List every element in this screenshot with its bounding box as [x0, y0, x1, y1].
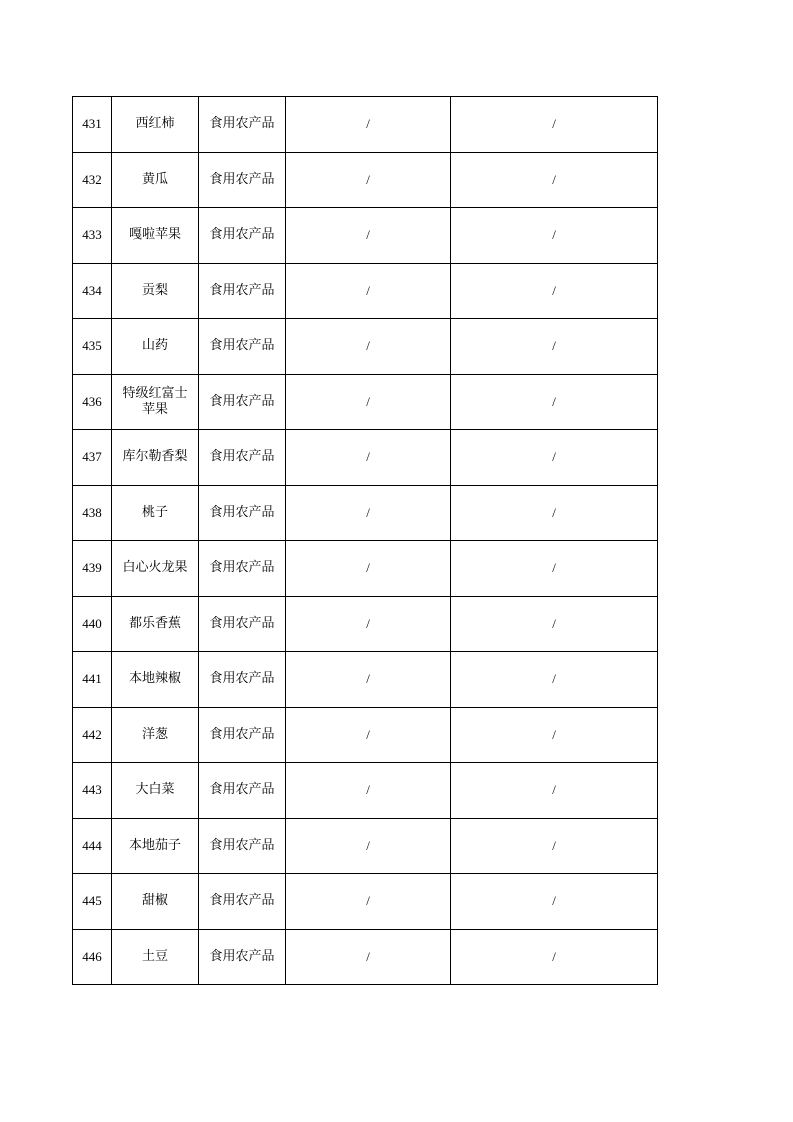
- row-number-text: 437: [82, 449, 102, 465]
- category-cell: [199, 430, 286, 486]
- column-5-cell: [451, 319, 658, 375]
- product-name-cell: [112, 97, 199, 153]
- category-cell: [199, 263, 286, 319]
- column-5-text: /: [552, 948, 556, 964]
- row-number-text: 433: [82, 227, 102, 243]
- table-row: [73, 874, 658, 930]
- column-5-cell: [451, 874, 658, 930]
- column-4-text: /: [366, 282, 370, 298]
- category-cell: [199, 763, 286, 819]
- row-number-cell: [73, 763, 112, 819]
- column-4-cell: [286, 152, 451, 208]
- column-4-cell: [286, 485, 451, 541]
- column-4-cell: [286, 707, 451, 763]
- column-4-cell: [286, 208, 451, 264]
- column-5-text: /: [552, 449, 556, 465]
- table-row: [73, 263, 658, 319]
- column-5-cell: [451, 430, 658, 486]
- column-5-cell: [451, 763, 658, 819]
- table-row: [73, 541, 658, 597]
- category-text: 食用农产品: [209, 726, 275, 742]
- table-row: [73, 763, 658, 819]
- row-number-text: 441: [82, 671, 102, 687]
- table-row: [73, 208, 658, 264]
- category-text: 食用农产品: [209, 282, 275, 298]
- column-5-cell: [451, 652, 658, 708]
- column-4-cell: [286, 763, 451, 819]
- category-text: 食用农产品: [209, 671, 275, 687]
- column-4-text: /: [366, 615, 370, 631]
- column-4-cell: [286, 818, 451, 874]
- table-body: [73, 97, 658, 985]
- product-name-text: 本地茄子: [128, 837, 181, 853]
- product-name-cell: [112, 541, 199, 597]
- product-name-cell: [112, 485, 199, 541]
- category-cell: [199, 818, 286, 874]
- row-number-cell: [73, 652, 112, 708]
- column-4-cell: [286, 263, 451, 319]
- table-row: [73, 596, 658, 652]
- column-4-text: /: [366, 893, 370, 909]
- row-number-cell: [73, 152, 112, 208]
- category-cell: [199, 374, 286, 430]
- column-4-cell: [286, 430, 451, 486]
- product-name-text: 土豆: [141, 948, 168, 964]
- category-cell: [199, 652, 286, 708]
- product-name-text: 白心火龙果: [122, 560, 188, 576]
- product-name-text: 库尔勒香梨: [122, 449, 188, 465]
- category-text: 食用农产品: [209, 893, 275, 909]
- category-cell: [199, 596, 286, 652]
- row-number-text: 444: [82, 837, 102, 853]
- column-4-cell: [286, 652, 451, 708]
- row-number-text: 434: [82, 282, 102, 298]
- category-text: 食用农产品: [209, 948, 275, 964]
- product-name-cell: [112, 652, 199, 708]
- category-text: 食用农产品: [209, 615, 275, 631]
- row-number-text: 440: [82, 615, 102, 631]
- row-number-text: 436: [82, 393, 102, 409]
- column-4-cell: [286, 319, 451, 375]
- product-table: [72, 96, 658, 985]
- product-name-cell: [112, 874, 199, 930]
- row-number-text: 439: [82, 560, 102, 576]
- table-row: [73, 319, 658, 375]
- column-4-cell: [286, 374, 451, 430]
- column-5-text: /: [552, 782, 556, 798]
- row-number-cell: [73, 541, 112, 597]
- category-text: 食用农产品: [209, 227, 275, 243]
- product-name-text: 都乐香蕉: [128, 615, 181, 631]
- product-name-cell: [112, 263, 199, 319]
- column-5-text: /: [552, 504, 556, 520]
- row-number-text: 445: [82, 893, 102, 909]
- column-5-cell: [451, 541, 658, 597]
- column-5-text: /: [552, 171, 556, 187]
- table-row: [73, 929, 658, 985]
- column-5-cell: [451, 707, 658, 763]
- column-4-cell: [286, 929, 451, 985]
- category-cell: [199, 541, 286, 597]
- category-text: 食用农产品: [209, 338, 275, 354]
- category-cell: [199, 485, 286, 541]
- category-cell: [199, 874, 286, 930]
- column-4-text: /: [366, 837, 370, 853]
- category-text: 食用农产品: [209, 393, 275, 409]
- column-4-cell: [286, 874, 451, 930]
- category-text: 食用农产品: [209, 782, 275, 798]
- table-row: [73, 485, 658, 541]
- column-5-text: /: [552, 726, 556, 742]
- product-name-cell: [112, 152, 199, 208]
- product-name-text: 甜椒: [141, 893, 168, 909]
- product-name-text: 大白菜: [135, 782, 175, 798]
- row-number-text: 446: [82, 948, 102, 964]
- column-4-text: /: [366, 504, 370, 520]
- product-name-cell: [112, 430, 199, 486]
- column-5-cell: [451, 208, 658, 264]
- row-number-cell: [73, 319, 112, 375]
- column-4-text: /: [366, 726, 370, 742]
- product-name-text: 贡梨: [141, 282, 168, 298]
- row-number-cell: [73, 485, 112, 541]
- table-row: [73, 707, 658, 763]
- product-name-cell: [112, 929, 199, 985]
- category-text: 食用农产品: [209, 171, 275, 187]
- row-number-cell: [73, 874, 112, 930]
- column-5-cell: [451, 263, 658, 319]
- column-4-text: /: [366, 227, 370, 243]
- column-4-cell: [286, 541, 451, 597]
- column-4-text: /: [366, 171, 370, 187]
- product-name-text: 西红柿: [135, 116, 175, 132]
- category-cell: [199, 97, 286, 153]
- table-row: [73, 430, 658, 486]
- column-5-cell: [451, 596, 658, 652]
- product-name-text: 黄瓜: [141, 171, 168, 187]
- column-5-cell: [451, 929, 658, 985]
- row-number-text: 438: [82, 504, 102, 520]
- product-name-cell: [112, 596, 199, 652]
- product-name-text: 洋葱: [141, 726, 168, 742]
- column-4-cell: [286, 97, 451, 153]
- column-5-text: /: [552, 227, 556, 243]
- column-4-text: /: [366, 671, 370, 687]
- row-number-cell: [73, 263, 112, 319]
- table-row: [73, 652, 658, 708]
- column-4-text: /: [366, 948, 370, 964]
- row-number-text: 443: [82, 782, 102, 798]
- column-5-cell: [451, 374, 658, 430]
- column-5-text: /: [552, 560, 556, 576]
- product-name-cell: [112, 374, 199, 430]
- column-4-text: /: [366, 560, 370, 576]
- category-cell: [199, 707, 286, 763]
- row-number-text: 432: [82, 171, 102, 187]
- product-name-cell: [112, 818, 199, 874]
- category-cell: [199, 152, 286, 208]
- product-name-text: 桃子: [141, 504, 168, 520]
- column-5-cell: [451, 152, 658, 208]
- table-row: [73, 818, 658, 874]
- row-number-cell: [73, 818, 112, 874]
- row-number-cell: [73, 374, 112, 430]
- row-number-cell: [73, 596, 112, 652]
- column-5-text: /: [552, 893, 556, 909]
- product-name-cell: [112, 763, 199, 819]
- column-5-text: /: [552, 671, 556, 687]
- category-text: 食用农产品: [209, 116, 275, 132]
- column-5-text: /: [552, 282, 556, 298]
- column-5-text: /: [552, 116, 556, 132]
- row-number-cell: [73, 430, 112, 486]
- table-row: [73, 97, 658, 153]
- column-5-cell: [451, 818, 658, 874]
- column-5-text: /: [552, 615, 556, 631]
- product-name-cell: [112, 208, 199, 264]
- column-5-cell: [451, 485, 658, 541]
- product-name-text: 本地辣椒: [128, 671, 181, 687]
- row-number-cell: [73, 707, 112, 763]
- row-number-cell: [73, 208, 112, 264]
- category-cell: [199, 319, 286, 375]
- row-number-text: 431: [82, 116, 102, 132]
- column-4-text: /: [366, 116, 370, 132]
- column-4-cell: [286, 596, 451, 652]
- column-4-text: /: [366, 782, 370, 798]
- column-4-text: /: [366, 449, 370, 465]
- row-number-text: 442: [82, 726, 102, 742]
- category-cell: [199, 208, 286, 264]
- row-number-text: 435: [82, 338, 102, 354]
- column-5-text: /: [552, 338, 556, 354]
- row-number-cell: [73, 97, 112, 153]
- product-name-text: 山药: [141, 338, 168, 354]
- table-row: [73, 374, 658, 430]
- product-name-text: 嘎啦苹果: [128, 227, 181, 243]
- column-5-text: /: [552, 837, 556, 853]
- column-4-text: /: [366, 393, 370, 409]
- product-name-cell: [112, 319, 199, 375]
- column-4-text: /: [366, 338, 370, 354]
- product-name-text: 特级红富士苹果: [122, 385, 188, 417]
- category-text: 食用农产品: [209, 837, 275, 853]
- row-number-cell: [73, 929, 112, 985]
- column-5-cell: [451, 97, 658, 153]
- category-cell: [199, 929, 286, 985]
- category-text: 食用农产品: [209, 449, 275, 465]
- category-text: 食用农产品: [209, 560, 275, 576]
- column-5-text: /: [552, 393, 556, 409]
- table-row: [73, 152, 658, 208]
- product-name-cell: [112, 707, 199, 763]
- category-text: 食用农产品: [209, 504, 275, 520]
